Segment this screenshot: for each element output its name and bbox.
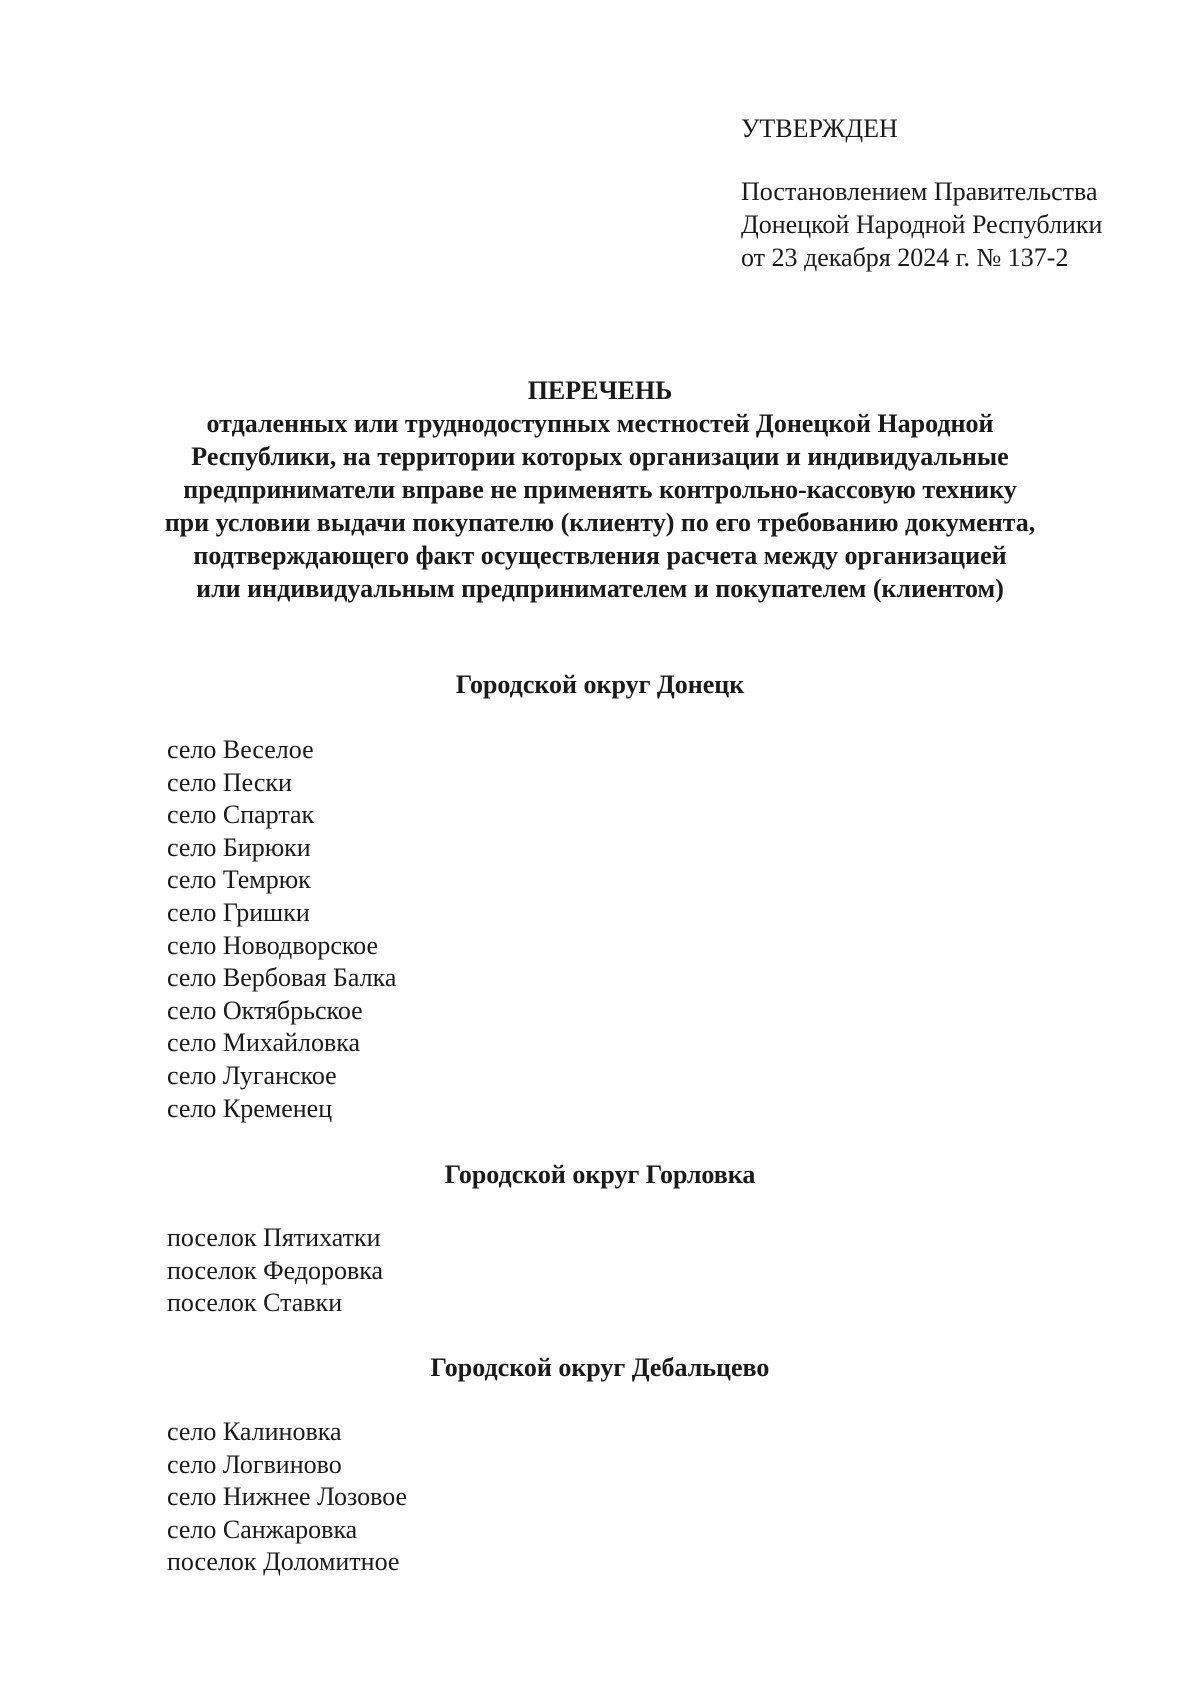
approval-line: Постановлением Правительства xyxy=(741,177,1098,206)
approval-line: Донецкой Народной Республики xyxy=(741,210,1103,239)
title-line: подтверждающего факт осуществления расчета между организацией xyxy=(193,541,1007,570)
title-line: при условии выдачи покупателю (клиенту) по его требованию документа, xyxy=(164,508,1036,537)
settlement-item: поселок Доломитное xyxy=(167,1547,400,1577)
settlement-item: поселок Ставки xyxy=(167,1288,343,1318)
title-line: предприниматели вправе не применять контрольно-кассовую технику xyxy=(183,475,1017,504)
approval-stamp: УТВЕРЖДЕН xyxy=(741,114,898,143)
settlement-item: село Пески xyxy=(167,767,292,797)
settlement-item: село Темрюк xyxy=(167,865,311,895)
title-line: или индивидуальным предпринимателем и покупателем (клиентом) xyxy=(196,574,1004,603)
settlement-list-debaltsevo xyxy=(167,1416,407,1579)
settlement-item: село Нижнее Лозовое xyxy=(167,1482,408,1512)
settlement-item: село Новодворское xyxy=(167,930,379,960)
section-heading-debaltsevo: Городской округ Дебальцево xyxy=(430,1353,770,1382)
settlement-item: поселок Пятихатки xyxy=(167,1223,381,1252)
settlement-item: село Михайловка xyxy=(167,1028,361,1058)
section-heading-donetsk: Городской округ Донецк xyxy=(455,670,745,699)
settlement-item: село Гришки xyxy=(167,897,310,927)
settlement-item: село Луганское xyxy=(167,1060,337,1090)
settlement-item: село Спартак xyxy=(167,800,315,830)
settlement-item: село Бирюки xyxy=(167,832,311,862)
settlement-list-donetsk xyxy=(167,734,396,1125)
settlement-item: село Калиновка xyxy=(167,1417,342,1446)
settlement-item: село Веселое xyxy=(167,735,314,764)
document-title xyxy=(100,374,1100,605)
settlement-item: село Логвиново xyxy=(167,1449,342,1479)
title-heading: ПЕРЕЧЕНЬ xyxy=(527,376,673,405)
settlement-list-gorlovka xyxy=(167,1222,383,1320)
approval-date-line: от 23 декабря 2024 г. № 137-2 xyxy=(741,243,1069,272)
title-line: Республики, на территории которых организации и индивидуальные xyxy=(191,442,1009,471)
settlement-item: село Кременец xyxy=(167,1093,333,1123)
settlement-item: поселок Федоровка xyxy=(167,1255,384,1285)
section-heading-gorlovka: Городской округ Горловка xyxy=(444,1160,756,1189)
approval-block xyxy=(741,112,1102,274)
settlement-item: село Санжаровка xyxy=(167,1514,358,1544)
title-line: отдаленных или труднодоступных местностей Донецкой Народной xyxy=(206,409,994,438)
settlement-item: село Октябрьское xyxy=(167,995,363,1025)
settlement-item: село Вербовая Балка xyxy=(167,963,397,993)
